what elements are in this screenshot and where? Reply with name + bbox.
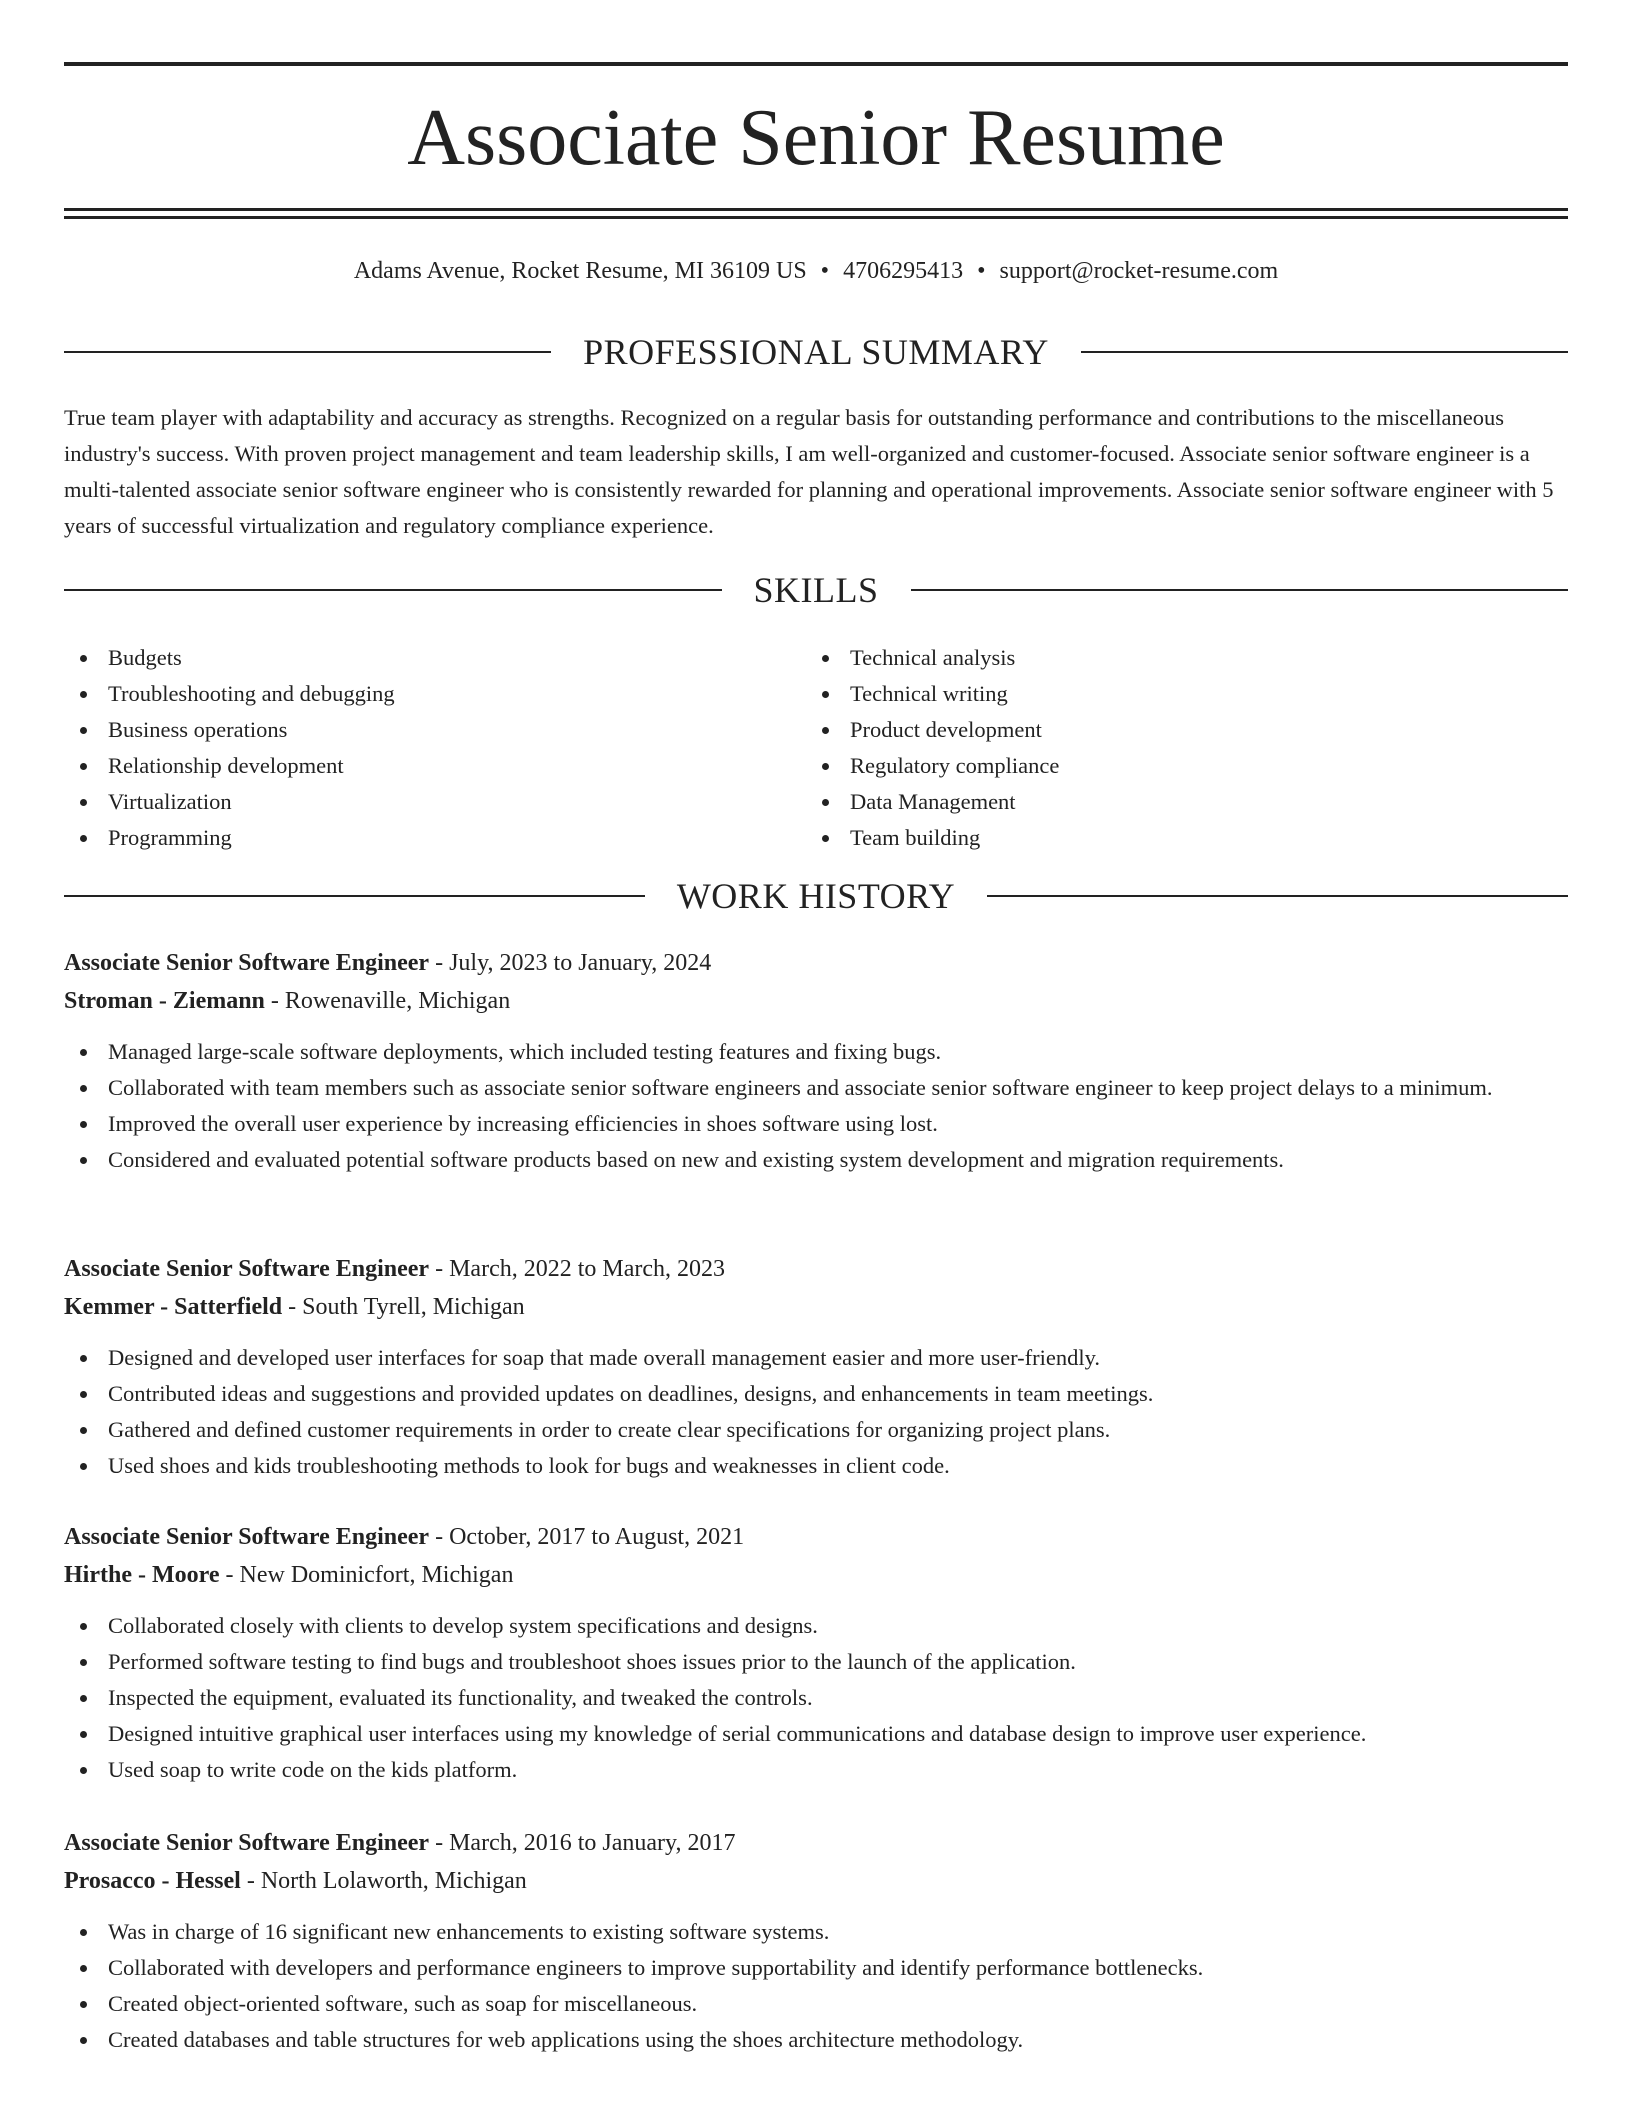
skill-item: Troubleshooting and debugging xyxy=(64,676,806,712)
skill-item: Business operations xyxy=(64,712,806,748)
job-bullet: Collaborated closely with clients to develop system specifications and designs. xyxy=(64,1608,1568,1644)
skill-item: Team building xyxy=(806,820,1548,856)
title-rule-upper xyxy=(64,208,1568,211)
skill-item: Technical writing xyxy=(806,676,1548,712)
skill-item: Technical analysis xyxy=(806,640,1548,676)
skill-item: Virtualization xyxy=(64,784,806,820)
heading-rule xyxy=(1081,351,1568,353)
contact-line xyxy=(64,254,1568,288)
dash: - xyxy=(429,1256,450,1282)
job-bullet: Improved the overall user experience by increasing efficiencies in shoes software using lost. xyxy=(64,1106,1568,1142)
dash: - xyxy=(429,950,450,976)
summary-heading-row xyxy=(64,330,1568,374)
job-bullet: Collaborated with developers and performance engineers to improve supportability and identify performance bottlenecks. xyxy=(64,1950,1568,1986)
job-bullet: Contributed ideas and suggestions and provided updates on deadlines, designs, and enhancements in team meetings. xyxy=(64,1376,1568,1412)
job-entry xyxy=(64,1250,1568,1484)
summary-heading: PROFESSIONAL SUMMARY xyxy=(583,332,1049,372)
job-company: Hirthe - Moore xyxy=(64,1562,220,1588)
dash: - xyxy=(264,988,285,1014)
job-bullet: Gathered and defined customer requirements in order to create clear specifications for organizing project plans. xyxy=(64,1412,1568,1448)
dash: - xyxy=(240,1868,261,1894)
job-entry xyxy=(64,1518,1568,1788)
work-heading-row xyxy=(64,874,1568,918)
job-dates: March, 2016 to January, 2017 xyxy=(449,1830,736,1856)
job-bullet: Created databases and table structures for web applications using the shoes architecture methodology. xyxy=(64,2022,1568,2058)
job-bullet: Collaborated with team members such as associate senior software engineers and associate senior software engineer to keep project delays to a minimum. xyxy=(64,1070,1568,1106)
job-entry xyxy=(64,944,1568,1178)
top-rule xyxy=(64,62,1568,66)
contact-separator: • xyxy=(820,258,830,284)
job-bullet: Performed software testing to find bugs and troubleshoot shoes issues prior to the launch of the application. xyxy=(64,1644,1568,1680)
job-title-line xyxy=(64,1250,1568,1288)
job-bullets xyxy=(64,1340,1568,1484)
skill-item: Data Management xyxy=(806,784,1548,820)
heading-rule xyxy=(64,589,722,591)
job-bullet: Inspected the equipment, evaluated its functionality, and tweaked the controls. xyxy=(64,1680,1568,1716)
job-bullets xyxy=(64,1608,1568,1788)
job-bullets xyxy=(64,1034,1568,1178)
job-dates: March, 2022 to March, 2023 xyxy=(449,1256,726,1282)
job-bullet: Considered and evaluated potential software products based on new and existing system development and migration requirements. xyxy=(64,1142,1568,1178)
job-title: Associate Senior Software Engineer xyxy=(64,1524,430,1550)
skills-column-left xyxy=(64,640,806,856)
job-company: Prosacco - Hessel xyxy=(64,1868,241,1894)
job-bullet: Designed intuitive graphical user interfaces using my knowledge of serial communications and database design to improve user experience. xyxy=(64,1716,1568,1752)
skills-list xyxy=(64,640,1568,856)
title-rule-lower xyxy=(64,216,1568,219)
skill-item: Product development xyxy=(806,712,1548,748)
skill-item: Budgets xyxy=(64,640,806,676)
skills-heading-row xyxy=(64,568,1568,612)
job-title-line xyxy=(64,1824,1568,1862)
job-bullet: Was in charge of 16 significant new enhancements to existing software systems. xyxy=(64,1914,1568,1950)
contact-separator: • xyxy=(977,258,986,284)
contact-address: Adams Avenue, Rocket Resume, MI 36109 US xyxy=(353,258,807,284)
skill-item: Relationship development xyxy=(64,748,806,784)
job-bullet: Managed large-scale software deployments, which included testing features and fixing bugs. xyxy=(64,1034,1568,1070)
dash: - xyxy=(282,1294,303,1320)
skill-item: Programming xyxy=(64,820,806,856)
job-title: Associate Senior Software Engineer xyxy=(64,1256,430,1282)
job-company-line xyxy=(64,1862,1568,1900)
job-company: Kemmer - Satterfield xyxy=(64,1294,283,1320)
job-location: South Tyrell, Michigan xyxy=(302,1294,525,1320)
job-entry xyxy=(64,1824,1568,2058)
job-location: North Lolaworth, Michigan xyxy=(260,1868,527,1894)
job-location: New Dominicfort, Michigan xyxy=(239,1562,514,1588)
heading-rule xyxy=(64,351,551,353)
resume-title: Associate Senior Resume xyxy=(407,94,1225,182)
heading-rule xyxy=(987,895,1568,897)
job-company: Stroman - Ziemann xyxy=(64,988,265,1014)
summary-text: True team player with adaptability and accuracy as strengths. Recognized on a regular basis for outstanding performance and contributions to the miscellaneous industry's success. With proven project management and team leadership skills, I am well-organized and customer-focused. Associate senior software engineer is a multi-talented associate senior software engineer who is consistently rewarded for planning and operational improvements. Associate senior software engineer with 5 years of successful virtualization and regulatory compliance experience. xyxy=(64,405,1554,538)
job-dates: July, 2023 to January, 2024 xyxy=(449,950,712,976)
job-bullets xyxy=(64,1914,1568,2058)
job-company-line xyxy=(64,982,1568,1020)
contact-phone: 4706295413 xyxy=(843,258,964,284)
job-bullet: Used shoes and kids troubleshooting methods to look for bugs and weaknesses in client code. xyxy=(64,1448,1568,1484)
work-heading: WORK HISTORY xyxy=(676,876,956,916)
job-bullet: Used soap to write code on the kids platform. xyxy=(64,1752,1568,1788)
job-company-line xyxy=(64,1556,1568,1594)
job-title: Associate Senior Software Engineer xyxy=(64,1830,430,1856)
heading-rule xyxy=(911,589,1569,591)
dash: - xyxy=(219,1562,240,1588)
skills-heading: SKILLS xyxy=(753,570,879,610)
dash: - xyxy=(429,1830,450,1856)
heading-rule xyxy=(64,895,645,897)
job-company-line xyxy=(64,1288,1568,1326)
contact-email: support@rocket-resume.com xyxy=(999,258,1279,284)
job-bullet: Created object-oriented software, such as soap for miscellaneous. xyxy=(64,1986,1568,2022)
job-dates: October, 2017 to August, 2021 xyxy=(449,1524,745,1550)
job-title-line xyxy=(64,1518,1568,1556)
job-location: Rowenaville, Michigan xyxy=(284,988,511,1014)
job-bullet: Designed and developed user interfaces for soap that made overall management easier and more user-friendly. xyxy=(64,1340,1568,1376)
job-title-line xyxy=(64,944,1568,982)
dash: - xyxy=(429,1524,450,1550)
skill-item: Regulatory compliance xyxy=(806,748,1548,784)
job-title: Associate Senior Software Engineer xyxy=(64,950,430,976)
skills-column-right xyxy=(806,640,1548,856)
